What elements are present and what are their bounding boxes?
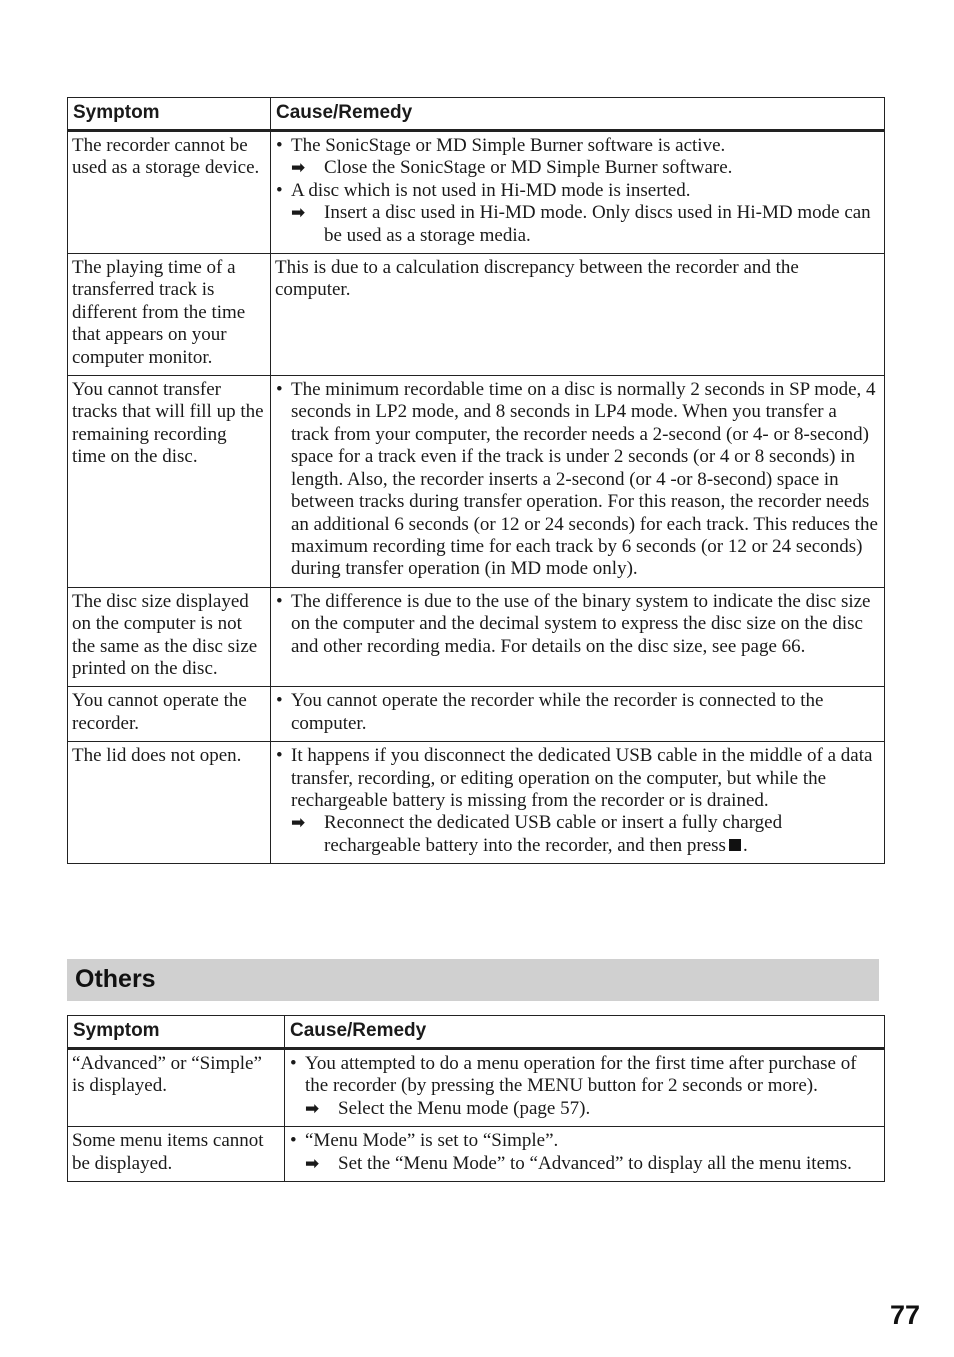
arrow-right-icon: ➡ (291, 813, 306, 834)
table-row (68, 1127, 885, 1182)
cause-text: It happens if you disconnect the dedicated USB cable in the middle of a data transfer, recording, or editing operation on the computer, but while the rechargeable battery is missing from the recorder or is drained. (291, 745, 873, 811)
remedy-period: . (742, 834, 748, 856)
bullet-icon: • (276, 745, 283, 767)
cause-bullet-item (275, 180, 879, 202)
troubleshooting-table-hi-md (67, 97, 885, 864)
remedy-text: Close the SonicStage or MD Simple Burner software. (324, 157, 733, 179)
symptom-cell: The disc size displayed on the computer is not the same as the disc size printed on the disc. (68, 587, 271, 687)
cause-remedy-header: Cause/Remedy (271, 98, 885, 131)
symptom-header: Symptom (68, 1016, 285, 1049)
cause-text: You attempted to do a menu operation for the first time after purchase of the recorder (by pressing the MENU button for 2 seconds or more). (305, 1053, 857, 1097)
remedy-text: Reconnect the dedicated USB cable or insert a fully charged rechargeable battery into the recorder, and then press (324, 812, 783, 856)
symptom-cell: “Advanced” or “Simple” is displayed. (68, 1049, 285, 1127)
remedy-item (305, 1098, 879, 1120)
bullet-icon: • (276, 379, 283, 401)
arrow-right-icon: ➡ (305, 1153, 320, 1174)
symptom-cell: The lid does not open. (68, 742, 271, 864)
bullet-icon: • (276, 690, 283, 712)
table-row (68, 587, 885, 687)
symptom-cell: Some menu items cannot be displayed. (68, 1127, 285, 1182)
cause-remedy-cell (285, 1049, 885, 1127)
bullet-icon: • (276, 590, 283, 612)
remedy-text-wrap (338, 1098, 879, 1120)
cause-remedy-cell (285, 1127, 885, 1182)
cause-remedy-cell (271, 131, 885, 254)
symptom-cell: You cannot transfer tracks that will fill up the remaining recording time on the disc. (68, 376, 271, 588)
remedy-text-wrap (324, 202, 879, 247)
arrow-right-icon: ➡ (291, 203, 306, 224)
section-banner (67, 959, 879, 1001)
remedy-item (291, 812, 879, 857)
cause-remedy-cell (271, 687, 885, 742)
cause-bullet-item (275, 379, 879, 581)
cause-remedy-cell (271, 376, 885, 588)
section-title: Others (75, 965, 156, 993)
cause-bullet-item (275, 745, 879, 812)
symptom-cell: The playing time of a transferred track is different from the time that appears on your computer monitor. (68, 254, 271, 376)
symptom-cell: You cannot operate the recorder. (68, 687, 271, 742)
cause-remedy-cell (271, 254, 885, 376)
cause-text: The minimum recordable time on a disc is normally 2 seconds in SP mode, 4 seconds in LP2 mode, and 8 seconds in LP4 mode. When you transfer a track from your computer, the recorder needs a 2-second (or 4- or 8-second) space for a track even if the track is under 2 seconds (or 4 or 8 seconds) in length. Also, the recorder inserts a 2-second (or 4 -or 8-second) space in between tracks during transfer operation. For this reason, the recorder needs an additional 6 seconds (or 12 or 24 seconds) for each track. This reduces the maximum recording time for each track by 6 seconds (or 12 or 24 seconds) during transfer operation (in MD mode only). (291, 379, 878, 580)
cause-text: This is due to a calculation discrepancy between the recorder and the computer. (275, 257, 799, 301)
cause-text: The SonicStage or MD Simple Burner software is active. (291, 135, 726, 156)
troubleshooting-table-others (67, 1015, 885, 1182)
table-row (68, 1049, 885, 1127)
table-row (68, 742, 885, 864)
cause-bullet-item (289, 1130, 879, 1152)
table-row (68, 254, 885, 376)
cause-remedy-cell (271, 587, 885, 687)
remedy-text-wrap (324, 812, 879, 857)
page-number: 77 (890, 1300, 921, 1330)
cause-remedy-header: Cause/Remedy (285, 1016, 885, 1049)
bullet-icon: • (276, 135, 283, 156)
bullet-icon: • (290, 1053, 297, 1074)
table-row (68, 376, 885, 588)
table-header-row (68, 1016, 885, 1049)
remedy-text: Select the Menu mode (page 57). (338, 1097, 591, 1119)
cause-remedy-cell (271, 742, 885, 864)
cause-bullet-item (275, 690, 879, 735)
cause-bullet-item (289, 1053, 879, 1098)
bullet-icon: • (276, 179, 283, 201)
table-row (68, 131, 885, 254)
table-row (68, 687, 885, 742)
remedy-text-wrap (338, 1153, 879, 1175)
remedy-text-wrap (324, 157, 879, 179)
remedy-item (291, 157, 879, 179)
symptom-header: Symptom (68, 98, 271, 131)
table-header-row (68, 98, 885, 131)
remedy-text: Set the “Menu Mode” to “Advanced” to display all the menu items. (338, 1152, 852, 1174)
remedy-item (305, 1153, 879, 1175)
cause-bullet-item (275, 591, 879, 658)
arrow-right-icon: ➡ (305, 1098, 320, 1119)
remedy-text: Insert a disc used in Hi-MD mode. Only discs used in Hi-MD mode can be used as a storage media. (324, 202, 871, 246)
arrow-right-icon: ➡ (291, 158, 306, 179)
cause-text: A disc which is not used in Hi-MD mode is inserted. (291, 179, 691, 201)
symptom-cell: The recorder cannot be used as a storage device. (68, 131, 271, 254)
cause-text: The difference is due to the use of the binary system to indicate the disc size on the computer and the decimal system to express the disc size on the disc and other recording media. For details on the disc size, see page 66. (291, 590, 871, 657)
stop-button-icon (729, 839, 741, 851)
cause-text: You cannot operate the recorder while the recorder is connected to the computer. (291, 690, 824, 734)
remedy-item (291, 202, 879, 247)
bullet-icon: • (290, 1130, 297, 1152)
cause-text: “Menu Mode” is set to “Simple”. (305, 1130, 559, 1152)
cause-bullet-item (275, 135, 879, 157)
